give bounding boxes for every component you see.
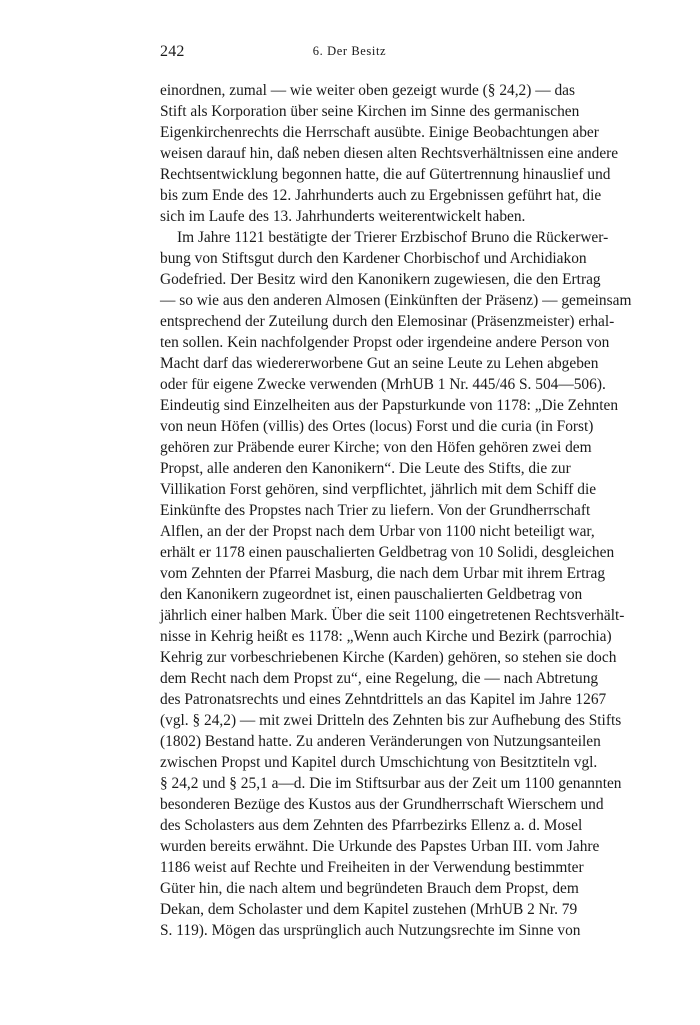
text-line: oder für eigene Zwecke verwenden (MrhUB 1 Nr. 445/46 S. 504—506). — [160, 376, 606, 393]
text-line: Alflen, an der der Propst nach dem Urbar von 1100 nicht beteiligt war, — [160, 523, 595, 540]
running-head: 6. Der Besitz — [312, 44, 387, 58]
text-line: bung von Stiftsgut durch den Kardener Chorbischof und Archidiakon — [160, 250, 587, 267]
text-line: ten sollen. Kein nachfolgender Propst oder irgendeine andere Person von — [160, 334, 610, 351]
text-line: entsprechend der Zuteilung durch den Elemosinar (Präsenzmeister) erhal- — [160, 313, 615, 330]
text-line: Macht darf das wiedererworbene Gut an seine Leute zu Lehen abgeben — [160, 355, 599, 372]
text-line: § 24,2 und § 25,1 a—d. Die im Stiftsurbar aus der Zeit um 1100 genannten — [160, 775, 622, 792]
text-line: wurden bereits erwähnt. Die Urkunde des Papstes Urban III. vom Jahre — [160, 838, 600, 855]
text-line: erhält er 1178 einen pauschalierten Geldbetrag von 10 Solidi, desgleichen — [160, 544, 615, 561]
page-header — [160, 40, 539, 66]
text-line: Im Jahre 1121 bestätigte der Trierer Erzbischof Bruno die Rückerwer- — [177, 229, 609, 246]
text-line: jährlich einer halben Mark. Über die seit 1100 eingetretenen Rechtsverhält- — [160, 607, 625, 624]
text-line: Eindeutig sind Einzelheiten aus der Papsturkunde von 1178: „Die Zehnten — [160, 397, 619, 414]
text-line: Propst, alle anderen den Kanonikern“. Die Leute des Stifts, die zur — [160, 460, 571, 477]
text-line: von neun Höfen (villis) des Ortes (locus) Forst und die curia (in Forst) — [160, 418, 594, 435]
text-line: nisse in Kehrig heißt es 1178: „Wenn auch Kirche und Bezirk (parrochia) — [160, 628, 612, 645]
text-line: (1802) Bestand hatte. Zu anderen Veränderungen von Nutzungsanteilen — [160, 733, 601, 750]
text-line: besonderen Bezüge des Kustos aus der Grundherrschaft Wierschem und — [160, 796, 604, 813]
text-line: S. 119). Mögen das ursprünglich auch Nutzungsrechte im Sinne von — [160, 922, 581, 939]
text-line: Stift als Korporation über seine Kirchen im Sinne des germanischen — [160, 103, 580, 120]
text-line: Dekan, dem Scholaster und dem Kapitel zustehen (MrhUB 2 Nr. 79 — [160, 901, 578, 918]
text-line: dem Recht nach dem Propst zu“, eine Regelung, die — nach Abtretung — [160, 670, 599, 687]
text-line: weisen darauf hin, daß neben diesen alten Rechtsverhältnissen eine andere — [160, 145, 619, 162]
text-line: — so wie aus den anderen Almosen (Einkünften der Präsenz) — gemeinsam — [160, 292, 632, 309]
text-line: vom Zehnten der Pfarrei Masburg, die nach dem Urbar mit ihrem Ertrag — [160, 565, 606, 582]
text-line: einordnen, zumal — wie weiter oben gezeigt wurde (§ 24,2) — das — [160, 82, 575, 99]
page-number: 242 — [160, 43, 185, 60]
text-line: des Patronatsrechts und eines Zehntdrittels an das Kapitel im Jahre 1267 — [160, 691, 607, 708]
text-line: Güter hin, die nach altem und begründeten Brauch dem Propst, dem — [160, 880, 579, 897]
text-line: den Kanonikern zugeordnet ist, einen pauschalierten Geldbetrag von — [160, 586, 583, 603]
text-line: sich im Laufe des 13. Jahrhunderts weiterentwickelt haben. — [160, 208, 526, 225]
text-line: Einkünfte des Propstes nach Trier zu liefern. Von der Grundherrschaft — [160, 502, 591, 519]
text-line: des Scholasters aus dem Zehnten des Pfarrbezirks Ellenz a. d. Mosel — [160, 817, 583, 834]
text-line: zwischen Propst und Kapitel durch Umschichtung von Besitztiteln vgl. — [160, 754, 598, 771]
text-line: gehören zur Präbende eurer Kirche; von den Höfen gehören zwei dem — [160, 439, 592, 456]
body-text — [160, 80, 632, 941]
text-line: Rechtsentwicklung begonnen hatte, die auf Gütertrennung hinauslief und — [160, 166, 611, 183]
text-line: 1186 weist auf Rechte und Freiheiten in der Verwendung bestimmter — [160, 859, 584, 876]
text-line: (vgl. § 24,2) — mit zwei Dritteln des Zehnten bis zur Aufhebung des Stifts — [160, 712, 622, 729]
text-line: Kehrig zur vorbeschriebenen Kirche (Karden) gehören, so stehen sie doch — [160, 649, 617, 666]
text-line: Villikation Forst gehören, sind verpflichtet, jährlich mit dem Schiff die — [160, 481, 597, 498]
text-line: Godefried. Der Besitz wird den Kanonikern zugewiesen, die den Ertrag — [160, 271, 601, 288]
text-line: Eigenkirchenrechts die Herrschaft ausübte. Einige Beobachtungen aber — [160, 124, 599, 141]
text-line: bis zum Ende des 12. Jahrhunderts auch zu Ergebnissen geführt hat, die — [160, 187, 602, 204]
